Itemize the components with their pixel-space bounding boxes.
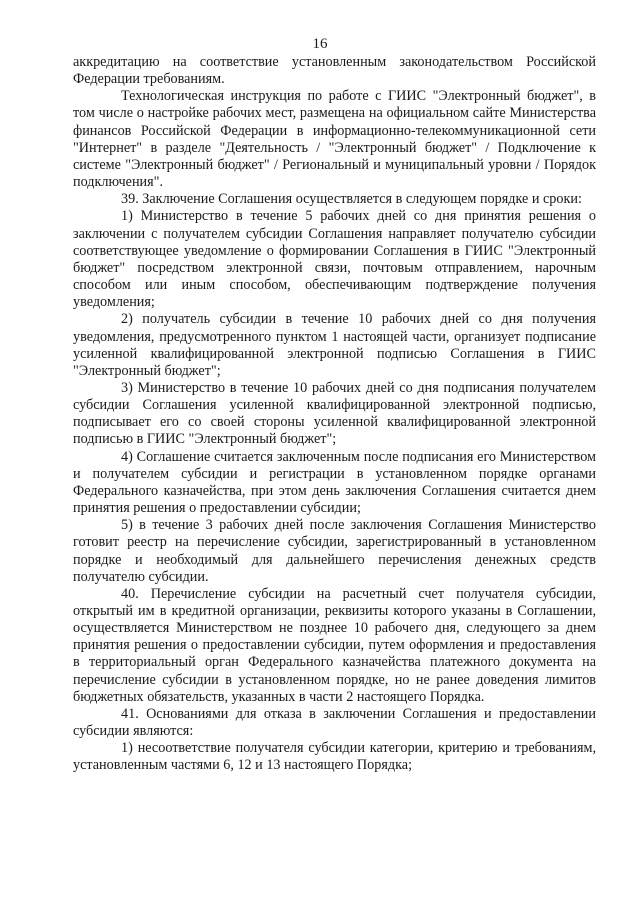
document-body [73, 54, 596, 775]
paragraph-39: 39. Заключение Соглашения осуществляется в следующем порядке и сроки: [121, 191, 582, 208]
paragraph-39-item-2: 2) получатель субсидии в течение 10 рабочих дней со дня получения уведомления, предусмотренного пунктом 1 настоящей части, организует подписание усиленной квалифицированной электронной подписью Соглашения в ГИИС "Электронный бюджет"; [73, 311, 596, 379]
paragraph-39-item-1: 1) Министерство в течение 5 рабочих дней со дня принятия решения о заключении с получателем субсидии Соглашения направляет получателю субсидии соответствующее уведомление о формировании Соглашения в ГИИС "Электронный бюджет" посредством электронной связи, почтовым отправлением, нарочным способом или иным способом, обеспечивающим подтверждение получения уведомления; [73, 208, 596, 311]
paragraph-39-item-4: 4) Соглашение считается заключенным после подписания его Министерством и получателем субсидии и регистрации в установленном порядке органами Федерального казначейства, при этом день заключения Соглашения считается днем принятия решения о предоставлении субсидии; [73, 448, 596, 517]
paragraph-41-item-1: 1) несоответствие получателя субсидии категории, критерию и требованиям, установленным частями 6, 12 и 13 настоящего Порядка; [73, 740, 596, 774]
page-number: 16 [312, 36, 328, 52]
paragraph-39-item-3: 3) Министерство в течение 10 рабочих дней со дня подписания получателем субсидии Соглашения усиленной квалифицированной электронной подписью, подписывает его со своей стороны усиленной квалифицированной электронной подписью в ГИИС "Электронный бюджет"; [73, 379, 596, 448]
paragraph-accreditation: аккредитацию на соответствие установленным законодательством Российской Федерации требованиям. [73, 54, 596, 88]
paragraph-39-item-5: 5) в течение 3 рабочих дней после заключения Соглашения Министерство готовит реестр на перечисление субсидии, зарегистрированный в установленном порядке и необходимый для дальнейшего перечисления денежных средств получателю субсидии. [73, 517, 596, 585]
paragraph-tech-instruction: Технологическая инструкция по работе с ГИИС "Электронный бюджет", в том числе о настройке рабочих мест, размещена на официальном сайте Министерства финансов Российской Федерации в информационно-телекоммуникационной сети "Интернет" в разделе "Деятельность / "Электронный бюджет" / Подключение к системе "Электронный бюджет" / Региональный и муниципальный уровни / Порядок подключения". [73, 88, 596, 191]
paragraph-40: 40. Перечисление субсидии на расчетный счет получателя субсидии, открытый им в кредитной организации, реквизиты которого указаны в Соглашении, осуществляется Министерством не позднее 10 рабочего дня, следующего за днем принятия решения о предоставлении субсидии, путем оформления и предоставления в территориальный орган Федерального казначейства платежного документа на перечисление субсидии в установленном порядке, но не ранее доведения лимитов бюджетных обязательств, указанных в части 2 настоящего Порядка. [73, 585, 596, 705]
paragraph-41: 41. Основаниями для отказа в заключении Соглашения и предоставлении субсидии являются: [73, 705, 596, 740]
